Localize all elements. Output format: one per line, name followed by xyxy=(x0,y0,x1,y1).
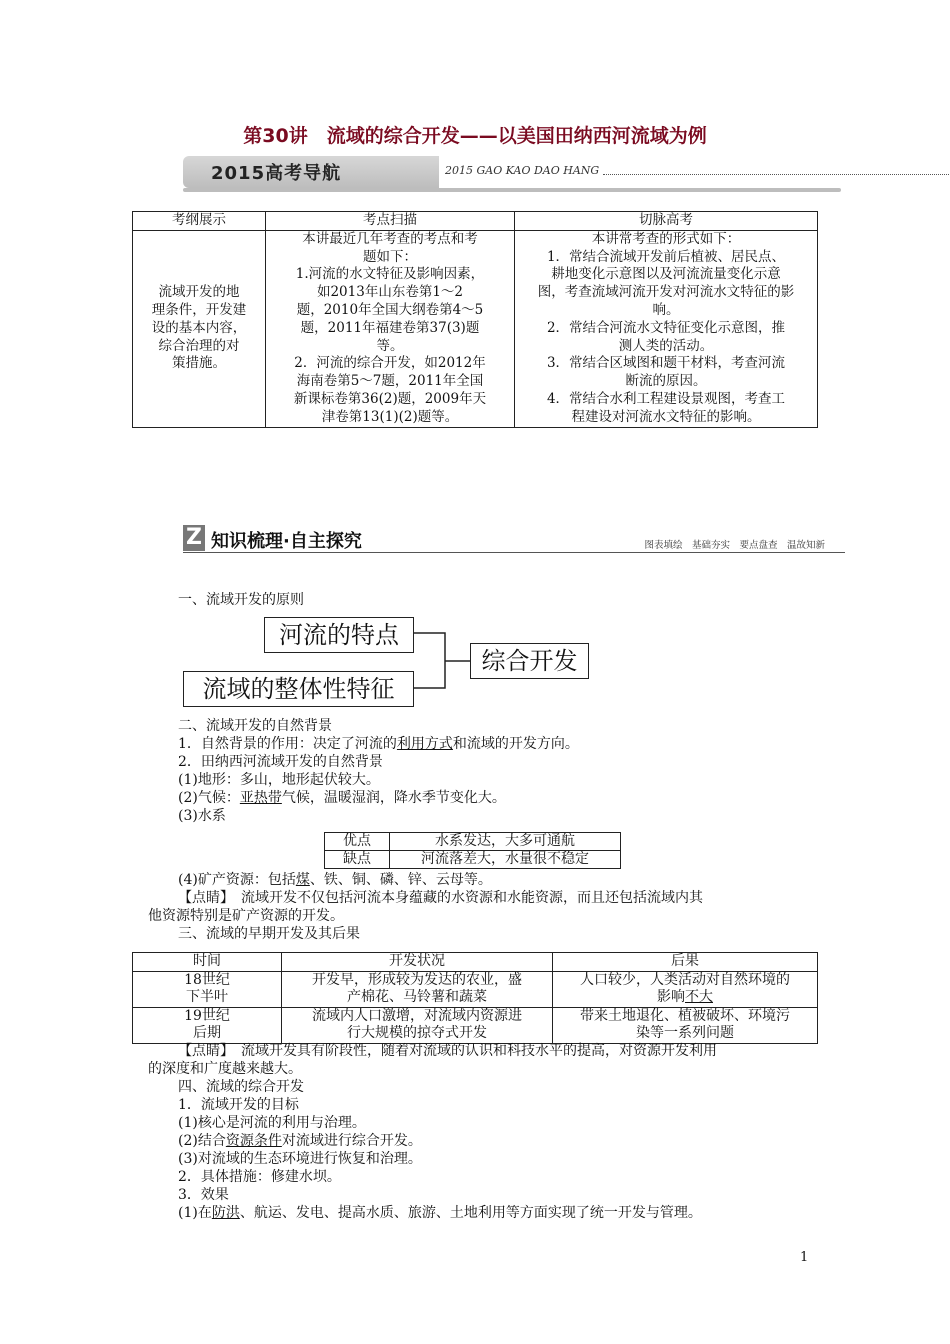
line-11: 1．流域开发的目标 xyxy=(178,1097,299,1113)
diagram-connector xyxy=(412,630,472,692)
diagram-box-development: 综合开发 xyxy=(470,643,589,679)
header-scan: 考点扫描 xyxy=(266,212,515,231)
diagram-box-river: 河流的特点 xyxy=(264,617,414,653)
line-5: (3)水系 xyxy=(178,808,226,824)
diagram-box-basin: 流域的整体性特征 xyxy=(183,671,414,707)
cell-exam: 本讲常考查的形式如下： 1．常结合流域开发前后植被、居民点、 耕地变化示意图以及河流流量变化示意 图，考查流域河流开发对河流水文特征的影 响。 2．常结合河流水文特征变化示意图，推 测人类的活动。 3．常结合区域图和题干材料，考查河流 断流的原因。 4．常结合水利工程建设景观图，考查工 程建设对河流水文特征的影响。 xyxy=(515,230,818,427)
line-17: (1)在防洪、航运、发电、提高水质、旅游、土地利用等方面实现了统一开发与管理。 xyxy=(178,1205,702,1221)
cell-scan: 本讲最近几年考查的考点和考 题如下： 1.河流的水文特征及影响因素， 如2013年山东卷第1～2 题，2010年全国大纲卷第4～5 题，2011年福建卷第37(3)题 等。 2．河流的综合开发，如2012年 海南卷第5～7题，2011年全国 新课标卷第36(2)题，2009年天 津卷第13(1)(2)题等。 xyxy=(266,230,515,427)
cell-time: 19世纪 后期 xyxy=(133,1007,282,1043)
overview-table xyxy=(132,211,818,428)
header-status: 开发状况 xyxy=(282,953,553,972)
header-time: 时间 xyxy=(133,953,282,972)
cell-label: 缺点 xyxy=(325,851,390,869)
heading-3: 三、流域的早期开发及其后果 xyxy=(178,926,360,942)
header-outline: 考纲展示 xyxy=(133,212,266,231)
heading-2: 二、流域开发的自然背景 xyxy=(178,718,332,734)
line-16: 3．效果 xyxy=(178,1187,229,1203)
note-1b: 他资源特别是矿产资源的开发。 xyxy=(148,908,344,924)
line-12: (1)核心是河流的利用与治理。 xyxy=(178,1115,366,1131)
cell-time: 18世纪 下半叶 xyxy=(133,971,282,1007)
early-development-table xyxy=(132,952,818,1044)
section-rule xyxy=(183,552,845,553)
note-2b: 的深度和广度越来越大。 xyxy=(148,1061,302,1077)
note-2a: 【点睛】 流域开发具有阶段性，随着对流域的认识和科技水平的提高，对资源开发利用 xyxy=(178,1043,717,1059)
heading-4: 四、流域的综合开发 xyxy=(178,1079,304,1095)
line-2: 2．田纳西河流域开发的自然背景 xyxy=(178,754,383,770)
cell-status: 开发早，形成较为发达的农业，盛 产棉花、马铃薯和蔬菜 xyxy=(282,971,553,1007)
page-title: 第30讲 流域的综合开发——以美国田纳西河流域为例 xyxy=(243,125,707,147)
line-14: (3)对流域的生态环境进行恢复和治理。 xyxy=(178,1151,422,1167)
heading-1: 一、流域开发的原则 xyxy=(178,592,304,608)
banner xyxy=(183,152,841,194)
cell-value: 水系发达，大多可通航 xyxy=(390,833,621,851)
line-3: (1)地形：多山，地形起伏较大。 xyxy=(178,772,380,788)
section-subtitle: 图表填绘 基础夯实 要点盘查 温故知新 xyxy=(644,540,825,551)
banner-label: 2015高考导航 xyxy=(211,163,342,184)
line-4: (2)气候：亚热带气候，温暖湿润，降水季节变化大。 xyxy=(178,790,506,806)
banner-english: 2015 GAO KAO DAO HANG xyxy=(445,164,600,177)
header-exam: 切脉高考 xyxy=(515,212,818,231)
note-1a: 【点睛】 流域开发不仅包括河流本身蕴藏的水资源和水能资源，而且还包括流域内其 xyxy=(178,890,703,906)
line-15: 2．具体措施：修建水坝。 xyxy=(178,1169,341,1185)
section-title: 知识梳理·自主探究 xyxy=(211,531,362,552)
banner-bar xyxy=(183,188,841,192)
section-letter-icon: Z xyxy=(183,525,205,551)
line-6: (4)矿产资源：包括煤、铁、铜、磷、锌、云母等。 xyxy=(178,872,492,888)
header-result: 后果 xyxy=(553,953,818,972)
banner-dots xyxy=(603,174,950,175)
cell-status: 流域内人口激增，对流域内资源进 行大规模的掠夺式开发 xyxy=(282,1007,553,1043)
cell-label: 优点 xyxy=(325,833,390,851)
line-1: 1．自然背景的作用：决定了河流的利用方式和流域的开发方向。 xyxy=(178,736,579,752)
cell-result: 带来土地退化、植被破坏、环境污 染等一系列问题 xyxy=(553,1007,818,1043)
section-header xyxy=(183,525,845,555)
page-number: 1 xyxy=(800,1250,809,1265)
cell-result: 人口较少，人类活动对自然环境的 影响不大 xyxy=(553,971,818,1007)
water-system-table xyxy=(324,832,621,869)
cell-value: 河流落差大，水量很不稳定 xyxy=(390,851,621,869)
line-13: (2)结合资源条件对流域进行综合开发。 xyxy=(178,1133,422,1149)
cell-outline: 流域开发的地 理条件，开发建 设的基本内容， 综合治理的对 策措施。 xyxy=(133,230,266,427)
